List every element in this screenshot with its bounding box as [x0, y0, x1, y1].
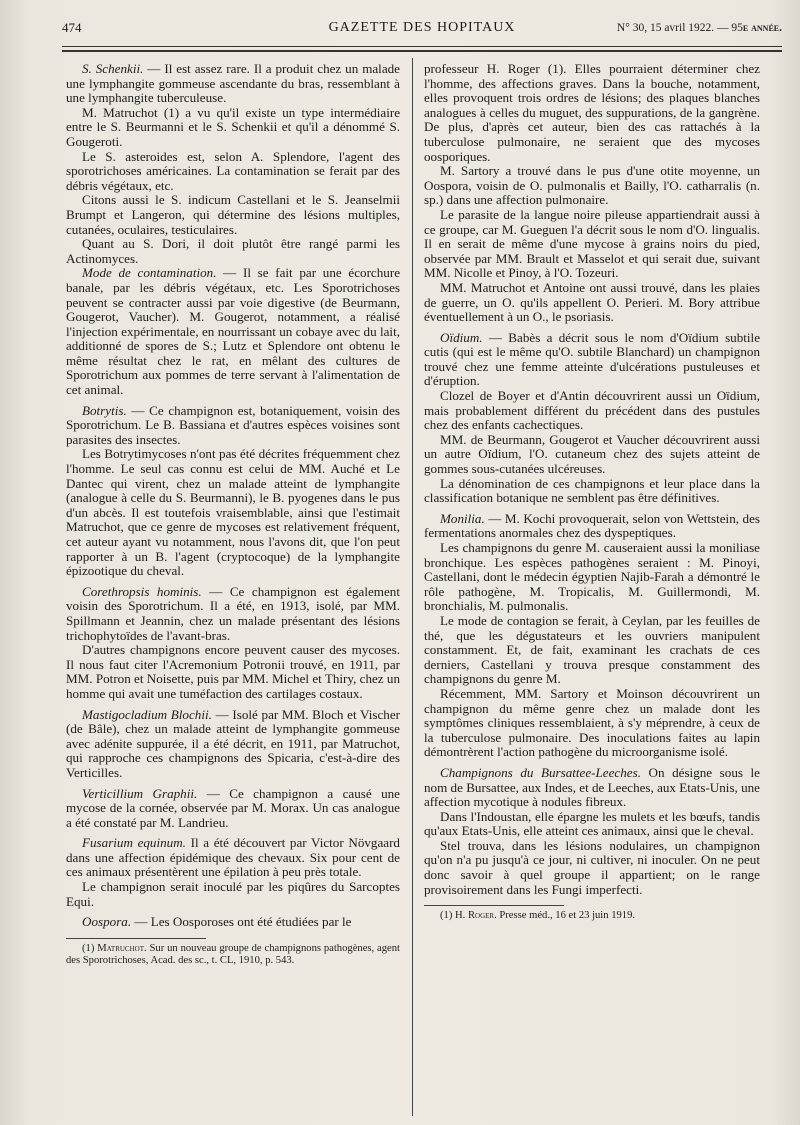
paragraph-text: Le mode de contagion se ferait, à Ceylan, par les feuilles de thé, que les dégustateurs et les ouvriers manipulent constamment. Et, de fait, examinant les crachats de ces derniers, Castellani y trouva presque constamment des champignons du genre M. [424, 612, 760, 687]
paragraph-text: — Il se fait par une écorchure banale, par les débris végétaux, etc. Les Sporotrichoses peuvent se contracter aussi par voie digestive (de Beurmann, Gougerot, Vaucher). M. Gougerot, notamment, a réalisé l'injection expérimentale, en nourrissant un cobaye avec du lait, additionné de spores de S.; Lutz et Splendore ont obtenu le même résultat chez le rat, en mêlant des cultures de Sporotrichum aux pommes de terre servant à l'alimentation de cet animal. [66, 265, 401, 398]
paragraph-text: M. Sartory a trouvé dans le pus d'une otite moyenne, un Oospora, voisin de O. pulmonalis et Bailly, l'O. catharralis (n. sp.) dans une affection pulmonaire. [424, 163, 760, 208]
paragraph-text: Récemment, MM. Sartory et Moinson découvrirent un champignon du même genre chez un malade dont les symptômes cliniques ressemblaient, à s'y méprendre, à ceux de la tuberculose pulmonaire. Des inoculations faites au lapin démontrèrent l'action pathogène du microorganisme isolé. [424, 685, 760, 760]
paragraph-text: Stel trouva, dans les lésions nodulaires, un champignon qu'on n'a pu jusqu'à ce jour, ni cultiver, ni inoculer. On ne peut donc savoir à quel groupe il appartient; on le range provisoirement dans les Fungi imperfecti. [424, 837, 760, 897]
paragraph-text: Les champignons du genre M. causeraient aussi la moniliase bronchique. Les espèces pathogènes seraient : M. Pinoyi, Castellani, dont le médecin égyptien Najib-Farah a démontré le rôle pathogène, M. Tropicalis, M. Guillermondi, M. bronchialis, M. pulmonalis. [424, 540, 760, 614]
left-column [66, 62, 400, 968]
paragraph-lead: Verticillium Graphii. [82, 785, 198, 801]
paragraph [424, 541, 760, 614]
issue-date: N° 30, 15 avril 1922. — 95 [616, 22, 743, 34]
paragraph-text: — Il est assez rare. Il a produit chez un malade une lymphangite gommeuse ascendante du bras, ressemblant à une lymphangite tuberculeuse. [66, 61, 400, 106]
paragraph [66, 193, 400, 237]
paragraph [424, 62, 760, 164]
footnote-rule [66, 938, 206, 939]
footnote-author: Roger. [467, 910, 497, 922]
paragraph [424, 766, 760, 810]
footnote-rule [424, 905, 564, 906]
paragraph [66, 787, 400, 831]
paragraph [66, 880, 400, 909]
paragraph [66, 106, 400, 150]
paragraph [424, 433, 760, 477]
paragraph [66, 62, 400, 106]
paragraph [424, 389, 760, 433]
paragraph-text: Il a été découvert par Victor Növgaard dans une affection épidémique des chevaux. Six pour cent de ces animaux présentèrent une épilation à peu près totale. [66, 835, 400, 880]
paragraph-lead: Monilia. [440, 510, 485, 526]
paragraph [66, 915, 400, 930]
paragraph-text: — Ce champignon a causé une mycose de la cornée, observée par M. Morax. Un cas analogue a été constaté par M. Landrieu. [66, 785, 400, 830]
paragraph [66, 643, 400, 701]
paragraph-text: professeur H. Roger (1). Elles pourraient déterminer chez l'homme, des affections graves. Dans la bouche, notamment, elles provoquent trois ordres de lésions; des plaques blanches analogues à celles du muguet, des suppurations, de la gangrène. De plus, d'après cet auteur, bien des cas rattachés à la tuberculose pulmonaire, ne seraient que des mycoses oosporiques. [424, 61, 760, 164]
paragraph [424, 477, 760, 506]
paragraph-text: MM. de Beurmann, Gougerot et Vaucher découvrirent aussi un autre Oïdium, l'O. cutaneum chez des sujets atteint de gommes sous-cutanées ulcéreuses. [424, 431, 760, 477]
paragraph-lead: S. Schenkii. [82, 61, 144, 76]
paragraph-lead: Oospora. [82, 914, 132, 930]
paragraph-lead: Oïdium. [440, 329, 483, 345]
paragraph-text: Dans l'Indoustan, elle épargne les mulets et les bœufs, tandis qu'aux Etats-Unis, elle atteint ces animaux, ainsi que le cheval. [424, 808, 760, 839]
paragraph-lead: Mode de contamination. [82, 265, 217, 281]
paragraph [424, 839, 760, 897]
footnote-marker: (1) H. [440, 910, 468, 922]
paragraph-text: Quant au S. Dori, il doit plutôt être rangé parmi les Actinomyces. [66, 236, 400, 266]
paragraph [66, 404, 400, 448]
paragraph-text: Les Botrytimycoses n'ont pas été décrites fréquemment chez l'homme. Le seul cas connu est celui de MM. Auché et Le Dantec qui virent, chez un malade atteint de lymphangite (analogue à celle du S. Beurmanni), le B. pyogenes dans le pus d'un abcès. Il est toutefois vraisemblable, ainsi que l'estimait Matruchot, que ce genre de mycoses est relativement fréquent, cet auteur ayant vu notamment, nous l'avons dit, que l'on peut rapporter à un B. l'agent (cryptocoque) de la lymphangite épizootique du cheval. [66, 446, 400, 579]
paragraph-text: Le champignon serait inoculé par les piqûres du Sarcoptes Equi. [66, 879, 400, 909]
page-header [62, 20, 782, 46]
paragraph [424, 614, 760, 687]
column-divider [412, 58, 413, 1116]
paragraph-text: Le S. asteroides est, selon A. Splendore, l'agent des sporotrichoses américaines. La contamination se ferait par des débris végétaux, etc. [66, 148, 400, 193]
footnote-text: Sur un nouveau groupe de champignons pathogènes, agent des Sporotrichoses, Acad. des sc., t. CL, 1910, p. 543. [66, 942, 400, 967]
paragraph [66, 266, 400, 397]
footnote-text: Presse méd., 16 et 23 juin 1919. [496, 910, 636, 922]
paragraph [424, 810, 760, 839]
paragraph-text: On désigne sous le nom de Bursattee, aux Indes, et de Leeches, aux Etats-Unis, une affection mycotique à nodules fibreux. [424, 764, 760, 810]
page-number: 474 [62, 20, 82, 35]
right-column [424, 62, 760, 923]
footnote [424, 910, 760, 923]
paragraph [66, 237, 400, 266]
paragraph-text: MM. Matruchot et Antoine ont aussi trouvé, dans les plaies de guerre, un O. qu'ils appellent O. Perieri. M. Bory attribue éventuellement à un O., le psoriasis. [424, 279, 760, 325]
paragraph-text: D'autres champignons encore peuvent causer des mycoses. Il nous faut citer l'Acremonium Potronii trouvé, en 1911, par MM. Potron et Noisette, puis par MM. Michel et Thiry, chez un homme qui avait une tuméfaction des cartilages costaux. [66, 642, 400, 701]
paragraph-text: Clozel de Boyer et d'Antin découvrirent aussi un Oïdium, mais probablement différent du précédent dans des pustules chez des enfants cachectiques. [424, 388, 760, 433]
paragraph [424, 164, 760, 208]
paragraph-text: — Ce champignon est également voisin des Sporotrichum. Il a été, en 1913, isolé, par MM. Spillmann et Jeannin, chez un malade présentant des lésions trichophytoïdes de l'avant-bras. [66, 583, 400, 643]
paragraph [66, 447, 400, 578]
paragraph-text: — Ce champignon est, botaniquement, voisin des Sporotrichum. Le B. Bassiana et d'autres espèces voisines sont parasites des insectes. [66, 402, 400, 447]
footnote-author: Matruchot. [97, 942, 147, 954]
header-rule-thick [62, 50, 782, 52]
paragraph [66, 150, 400, 194]
paragraph-text: Citons aussi le S. indicum Castellani et le S. Jeanselmii Brumpt et Langeron, qui détermine des lésions multiples, cutanées, oculaires, testiculaires. [66, 192, 400, 237]
paragraph-text: Le parasite de la langue noire pileuse appartiendrait aussi à ce groupe, car M. Gueguen l'a décrit sous le nom d'O. lingualis. Il en serait de même d'une mycose à grains noirs du pied, observée par MM. Brault et Masselot et qui serait due, suivant MM. Nicolle et Pinoy, à l'O. Tozeuri. [424, 206, 760, 281]
paragraph [424, 208, 760, 281]
footnote [66, 943, 400, 968]
paragraph-text: — Les Oosporoses ont été étudiées par le [131, 914, 352, 930]
header-rule [62, 46, 782, 47]
paragraph-text: — Isolé par MM. Bloch et Vischer (de Bâle), chez un malade atteint de lymphangite gommeuse avec adénite suppurée, il a été décrit, en 1911, par Matruchot, qui rapproche ces champignons des Spicaria, c'est-à-dire des Verticilles. [66, 706, 400, 780]
paragraph [424, 687, 760, 760]
paragraph-lead: Botrytis. [82, 402, 127, 418]
paragraph-lead: Mastigocladium Blochii. [82, 706, 212, 722]
paragraph-text: La dénomination de ces champignons et leur place dans la classification botanique ne semblent pas être définitives. [424, 475, 760, 506]
paragraph-lead: Corethropsis hominis. [82, 583, 202, 599]
issue-year: e année. [742, 22, 782, 34]
paragraph-lead: Fusarium equinum. [82, 835, 186, 851]
paragraph [424, 281, 760, 325]
paragraph [424, 331, 760, 389]
paragraph-text: — M. Kochi provoquerait, selon von Wettstein, des fermentations anormales chez des dyspeptiques. [424, 510, 760, 541]
paragraph [66, 708, 400, 781]
issue-info [617, 22, 782, 34]
paragraph [424, 512, 760, 541]
paragraph-text: M. Matruchot (1) a vu qu'il existe un type intermédiaire entre le S. Beurmanni et le S. Schenkii et qu'il a dénommé S. Gougeroti. [66, 104, 400, 149]
journal-title: GAZETTE DES HOPITAUX [328, 20, 516, 35]
footnote-marker: (1) [82, 942, 98, 954]
paragraph [66, 836, 400, 880]
paragraph-text: — Babès a décrit sous le nom d'Oïdium subtile cutis (qui est le même qu'O. subtile Blanchard) un champignon trouvé chez une femme atteinte d'ulcérations pustuleuses et d'éruption. [424, 329, 760, 389]
paragraph [66, 585, 400, 643]
paragraph-lead: Champignons du Bursattee-Leeches. [440, 764, 641, 780]
